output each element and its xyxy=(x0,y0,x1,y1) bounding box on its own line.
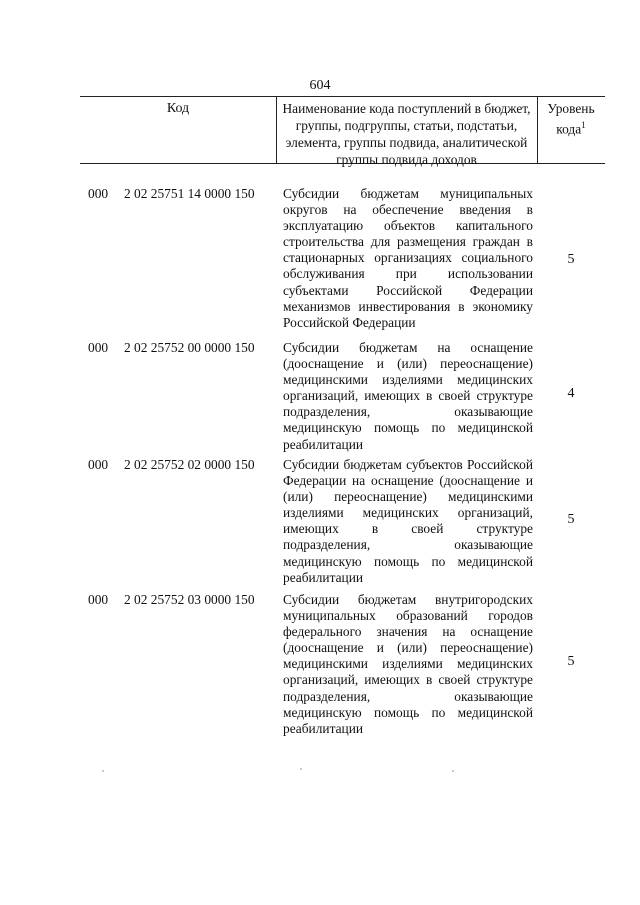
row-name: Субсидии бюджетам на оснащение (дооснащение и (или) переоснащение) медицинскими изделиями медицинских организаций, имеющих в своей структуре подразделения, оказывающие медицинскую помощь по медицинской реабилитации xyxy=(283,340,533,452)
header-code: Код xyxy=(166,101,190,116)
row-code: 2 02 25752 03 0000 150 xyxy=(124,592,255,607)
row-name: Субсидии бюджетам муниципальных округов на обеспечение введения в эксплуатацию объектов капитального строительства для размещения граждан в стационарных организациях социального обслуживания при использовании субъектами Российской Федерации механизмов инвестирования в экономику Российской Федерации xyxy=(283,186,533,330)
page-number: 604 xyxy=(309,78,331,93)
scan-speck xyxy=(452,770,454,772)
row-code: 2 02 25752 02 0000 150 xyxy=(124,457,255,472)
row-prefix: 000 xyxy=(88,457,109,472)
row-level: 5 xyxy=(567,512,575,527)
row-name: Субсидии бюджетам внутригородских муниципальных образований городов федерального значения на оснащение (дооснащение и (или) переоснащение) медицинскими изделиями медицинских организаций, имеющих в своей структуре подразделения, оказывающие медицинскую помощь по медицинской реабилитации xyxy=(283,592,533,736)
scan-speck xyxy=(102,770,104,772)
scan-speck xyxy=(300,768,302,770)
header-level-label: Уровень кода xyxy=(547,101,595,137)
row-code: 2 02 25752 00 0000 150 xyxy=(124,340,255,355)
row-level: 5 xyxy=(567,252,575,267)
header-name: Наименование кода поступлений в бюджет, группы, подгруппы, статьи, подстатьи, элемента, группы подвида, аналитической группы подвида доходов xyxy=(282,101,531,167)
header-level xyxy=(537,100,605,137)
row-prefix: 000 xyxy=(88,186,109,201)
row-prefix: 000 xyxy=(88,592,109,607)
footnote-marker: 1 xyxy=(581,120,586,130)
row-level: 5 xyxy=(567,654,575,669)
row-name: Субсидии бюджетам субъектов Российской Федерации на оснащение (дооснащение и (или) переоснащение) медицинскими изделиями медицинских организаций, имеющих в своей структуре подразделения, оказывающие медицинскую помощь по медицинской реабилитации xyxy=(283,457,533,585)
row-level: 4 xyxy=(567,386,575,401)
row-code: 2 02 25751 14 0000 150 xyxy=(124,186,255,201)
table-header xyxy=(80,96,605,167)
row-prefix: 000 xyxy=(88,340,109,355)
